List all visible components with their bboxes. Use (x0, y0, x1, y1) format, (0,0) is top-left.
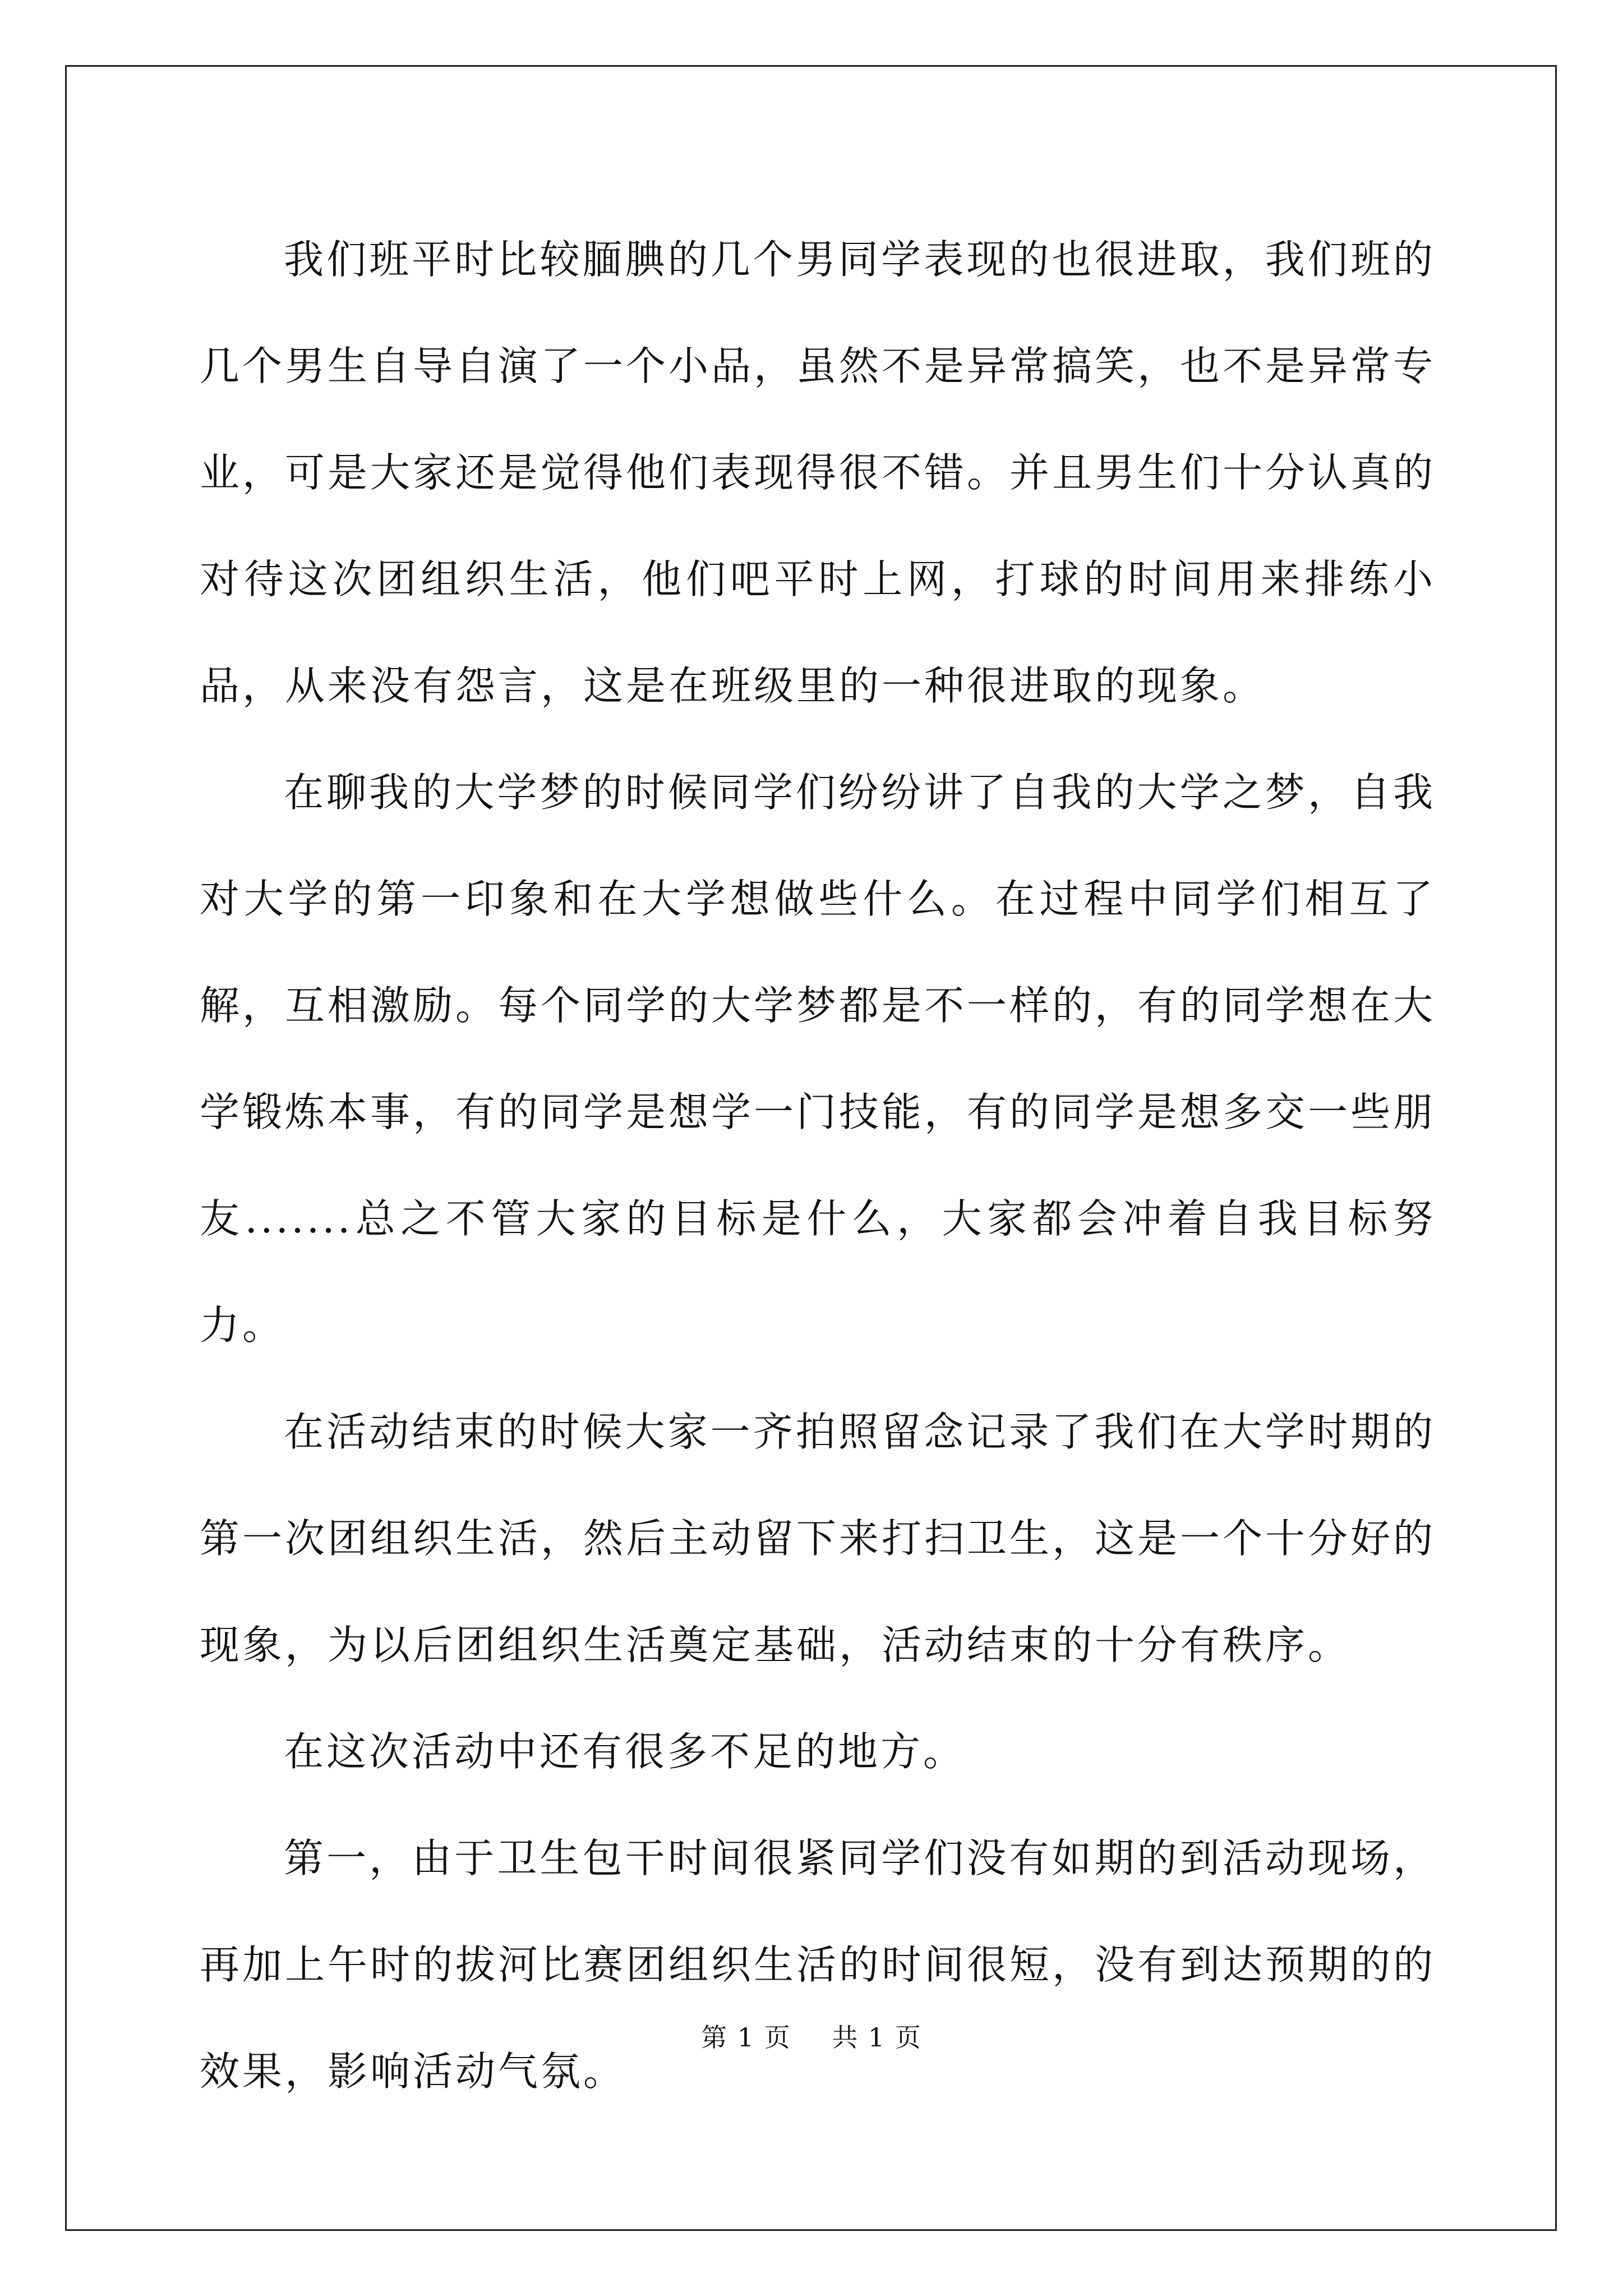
paragraph-5: 第一，由于卫生包干时间很紧同学们没有如期的到活动现场，再加上午时的拔河比赛团组织生活的时间很短，没有到达预期的的效果，影响活动气氛。 (200, 1835, 1436, 2095)
page-number: 第 1 页 (701, 2022, 791, 2053)
document-body (200, 206, 1436, 2125)
paragraph-1: 我们班平时比较腼腆的几个男同学表现的也很进取，我们班的几个男生自导自演了一个小品，虽然不是异常搞笑，也不是异常专业，可是大家还是觉得他们表现得很不错。并且男生们十分认真的对待这次团组织生活，他们吧平时上网，打球的时间用来排练小品，从来没有怨言，这是在班级里的一种很进取的现象。 (200, 236, 1436, 709)
paragraph-3: 在活动结束的时候大家一齐拍照留念记录了我们在大学时期的第一次团组织生活，然后主动留下来打扫卫生，这是一个十分好的现象，为以后团组织生活奠定基础，活动结束的十分有秩序。 (200, 1409, 1436, 1668)
paragraph-2: 在聊我的大学梦的时候同学们纷纷讲了自我的大学之梦，自我对大学的第一印象和在大学想做些什么。在过程中同学们相互了解，互相激励。每个同学的大学梦都是不一样的，有的同学想在大学锻炼本事，有的同学是想学一门技能，有的同学是想多交一些朋友.......总之不管大家的目标是什么，大家都会冲着自我目标努力。 (200, 769, 1436, 1349)
page-total: 共 1 页 (832, 2022, 922, 2053)
page-footer (0, 2017, 1623, 2054)
paragraph-4: 在这次活动中还有很多不足的地方。 (284, 1728, 966, 1775)
